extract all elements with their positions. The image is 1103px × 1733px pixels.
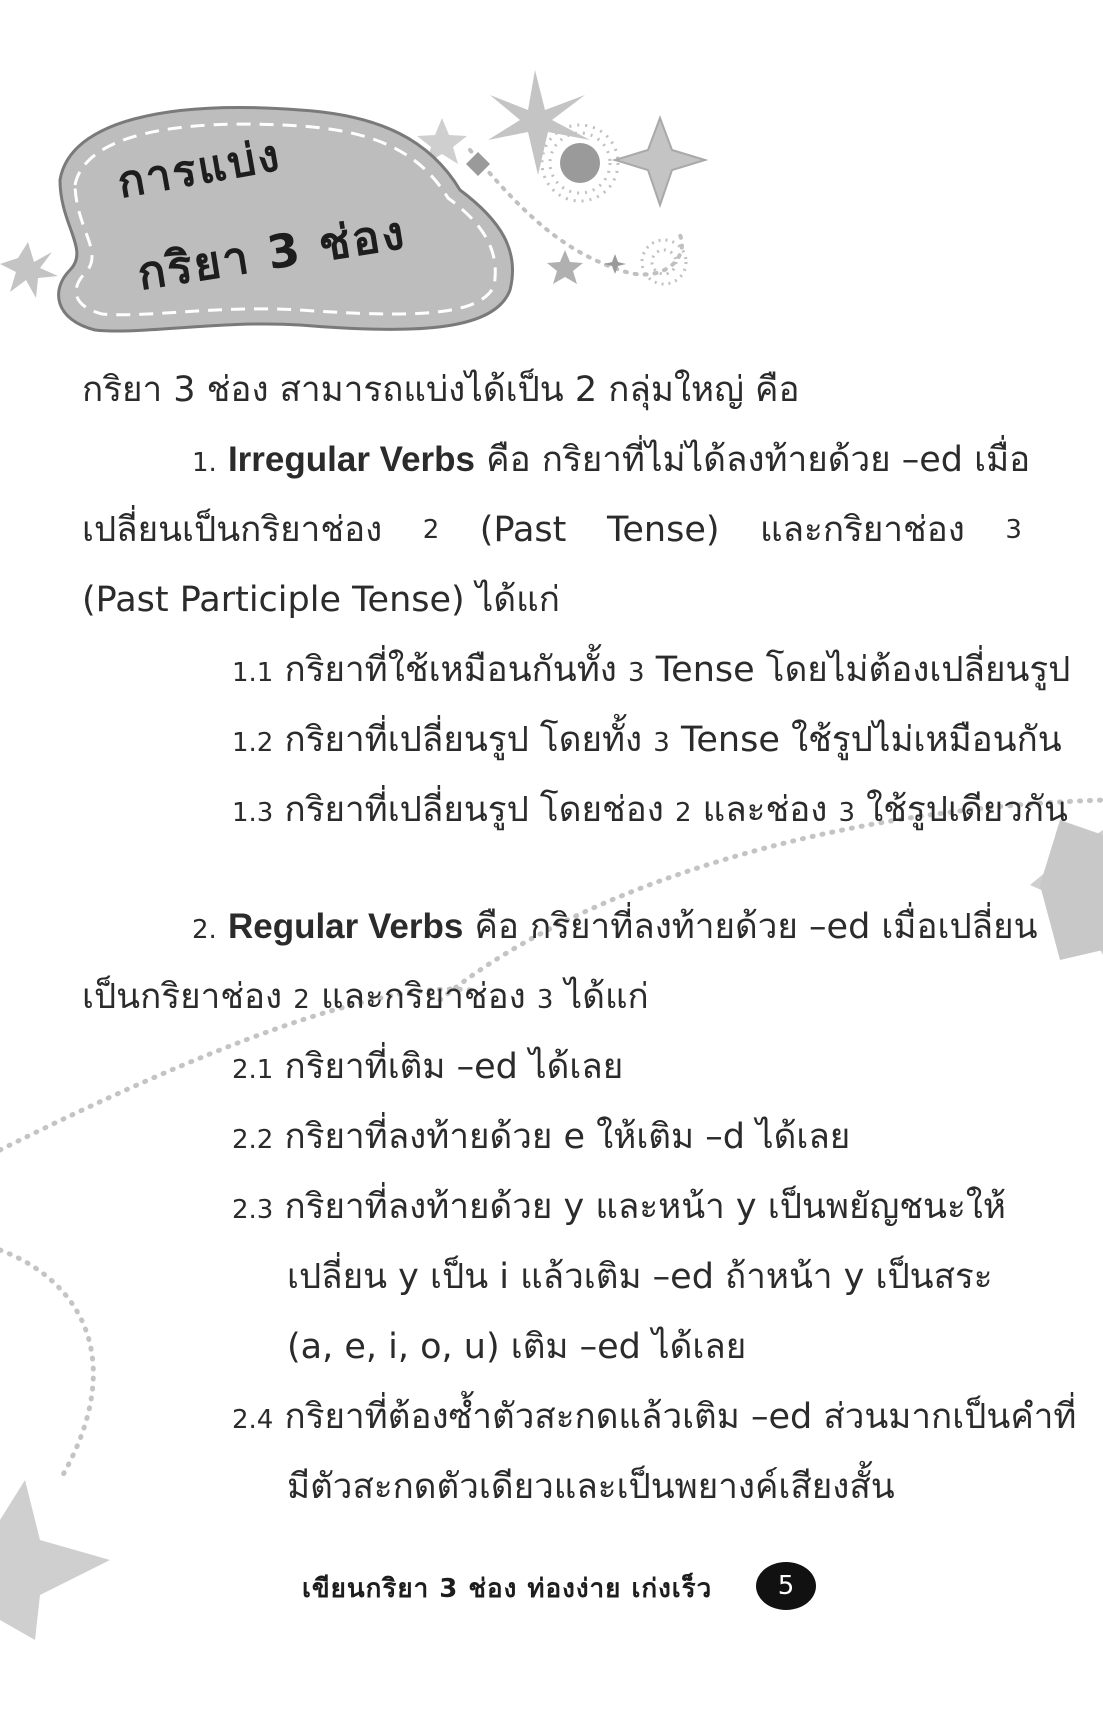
- text: เป็นกริยาช่อง: [82, 977, 283, 1017]
- big-star-icon: [0, 1480, 110, 1640]
- spiral-circle-icon: [560, 143, 600, 183]
- item-number: 2.1: [232, 1055, 274, 1085]
- section1-number: 1.: [192, 448, 217, 478]
- section1-line2: [82, 508, 1022, 552]
- list-item: [232, 718, 1062, 765]
- section1-heading: [192, 438, 1030, 485]
- item-text: Tense โดยไม่ต้องเปลี่ยนรูป: [655, 650, 1071, 690]
- section2-line1-rest: คือ กริยาที่ลงท้ายด้วย –ed เมื่อเปลี่ยน: [474, 907, 1038, 947]
- list-item: [232, 1045, 623, 1092]
- dotted-swirl-bottom-left: [0, 1250, 93, 1480]
- item-number-inline: 3: [838, 798, 856, 828]
- word: เปลี่ยนเป็นกริยาช่อง: [82, 510, 383, 550]
- item-number-inline: 3: [628, 658, 645, 688]
- word: 2: [422, 515, 440, 545]
- section2-heading: [192, 905, 1038, 952]
- item-text: ใช้รูปเดียวกัน: [866, 790, 1068, 830]
- item-text: กริยาที่ต้องซ้ำตัวสะกดแล้วเติม –ed ส่วนมากเป็นคำที่: [284, 1397, 1077, 1437]
- title-line-2: กริยา 3 ช่อง: [133, 204, 410, 301]
- text: 2: [293, 985, 310, 1015]
- item-text: กริยาที่เติม –ed ได้เลย: [284, 1047, 624, 1087]
- small-star-icon: [547, 250, 583, 284]
- footer-book-title: เขียนกริยา 3 ช่อง ท่องง่าย เก่งเร็ว: [302, 1574, 713, 1604]
- item-text: กริยาที่เปลี่ยนรูป โดยทั้ง: [284, 720, 643, 760]
- item-number: 2.2: [232, 1125, 274, 1155]
- diamond-icon: [466, 152, 490, 176]
- section1-line3: (Past Participle Tense) ได้แก่: [82, 580, 560, 620]
- big-star-icon: [1040, 820, 1103, 960]
- title-line-1: การแบ่ง: [113, 129, 285, 209]
- sparkle-star-icon: [615, 118, 705, 205]
- word: 3: [1005, 515, 1022, 545]
- item-number: 2.3: [232, 1195, 274, 1225]
- section2-term: Regular Verbs: [227, 907, 464, 946]
- word: (Past: [479, 510, 567, 550]
- tiny-star-icon: [604, 254, 626, 274]
- item-text: และช่อง: [702, 790, 828, 830]
- item-number: 1.3: [232, 798, 274, 828]
- word: Tense): [606, 510, 720, 550]
- intro-text: กริยา 3 ช่อง สามารถแบ่งได้เป็น 2 กลุ่มใหญ่ คือ: [82, 370, 800, 410]
- list-item: [232, 788, 1068, 835]
- item-text: กริยาที่ใช้เหมือนกันทั้ง: [284, 650, 617, 690]
- section1-term: Irregular Verbs: [227, 440, 476, 479]
- item-text: กริยาที่เปลี่ยนรูป โดยช่อง: [284, 790, 664, 830]
- section2-number: 2.: [192, 915, 217, 945]
- text: 3: [536, 985, 554, 1015]
- text: และกริยาช่อง: [320, 977, 526, 1017]
- list-item: [232, 1185, 1006, 1232]
- page-number: 5: [756, 1562, 816, 1610]
- list-item-continuation: เปลี่ยน y เป็น i แล้วเติม –ed ถ้าหน้า y เป็นสระ: [287, 1257, 993, 1297]
- section2-line2: [82, 975, 649, 1022]
- list-item: [232, 648, 1070, 695]
- section1-line1-rest: คือ กริยาที่ไม่ได้ลงท้ายด้วย –ed เมื่อ: [486, 440, 1031, 480]
- text: ได้แก่: [564, 977, 649, 1017]
- item-number-inline: 2: [674, 798, 692, 828]
- item-number: 1.2: [232, 728, 274, 758]
- list-item: [232, 1395, 1076, 1442]
- burst-star-icon: [0, 242, 58, 298]
- list-item-continuation: มีตัวสะกดตัวเดียวและเป็นพยางค์เสียงสั้น: [287, 1467, 895, 1507]
- item-number: 1.1: [232, 658, 274, 688]
- word: และกริยาช่อง: [760, 510, 965, 550]
- item-text: กริยาที่ลงท้ายด้วย y และหน้า y เป็นพยัญชนะให้: [284, 1187, 1006, 1227]
- item-text: กริยาที่ลงท้ายด้วย e ให้เติม –d ได้เลย: [284, 1117, 851, 1157]
- list-item-continuation: (a, e, i, o, u) เติม –ed ได้เลย: [287, 1327, 747, 1367]
- item-number: 2.4: [232, 1405, 274, 1435]
- item-number-inline: 3: [653, 728, 670, 758]
- list-item: [232, 1115, 850, 1162]
- item-text: Tense ใช้รูปไม่เหมือนกัน: [680, 720, 1062, 760]
